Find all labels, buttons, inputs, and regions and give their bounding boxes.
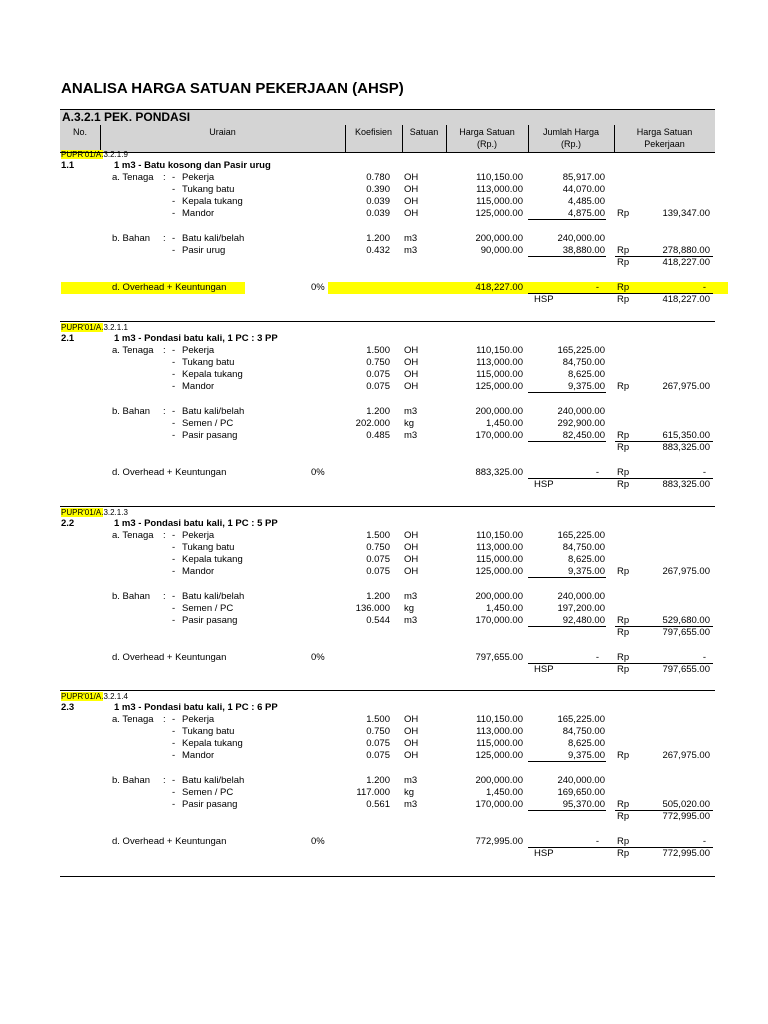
item-no: 1.1 — [61, 160, 75, 171]
bahan-item-name: Pasir pasang — [182, 615, 238, 626]
item-code-suffix: 3.2.1.9 — [103, 150, 128, 159]
block-separator — [60, 876, 715, 877]
item-code — [61, 323, 128, 333]
overhead-jumlah: - — [595, 467, 599, 478]
satuan-cell: OH — [404, 726, 419, 737]
bahan-item-name: Semen / PC — [182, 787, 234, 798]
dash-marker: - — [172, 233, 176, 244]
overhead-base: 883,325.00 — [475, 467, 523, 478]
tenaga-item-name: Mandor — [182, 381, 215, 392]
header-jumlah-harga: Jumlah Harga — [542, 127, 600, 137]
jumlah-harga-cell: 84,750.00 — [562, 726, 605, 737]
tenaga-item-name: Tukang batu — [182, 357, 235, 368]
overhead-total: - — [702, 652, 706, 663]
rp-label: Rp — [617, 652, 630, 663]
item-name: 1 m3 - Pondasi batu kali, 1 PC : 3 PP — [114, 333, 278, 344]
harga-satuan-cell: 125,000.00 — [475, 381, 523, 392]
rp-label: Rp — [617, 479, 630, 490]
satuan-cell: m3 — [404, 406, 418, 417]
koefisien-cell: 0.750 — [366, 726, 390, 737]
dash-marker: - — [172, 172, 176, 183]
koefisien-cell: 0.039 — [366, 196, 390, 207]
satuan-cell: OH — [404, 369, 419, 380]
harga-satuan-cell: 90,000.00 — [480, 245, 523, 256]
harga-satuan-cell: 110,150.00 — [476, 714, 523, 725]
tenaga-item-name: Kepala tukang — [182, 554, 243, 565]
tenaga-label: a. Tenaga — [112, 172, 154, 183]
koefisien-cell: 0.544 — [366, 615, 390, 626]
bahan-colon: : — [163, 406, 166, 417]
tenaga-item-name: Pekerja — [182, 714, 215, 725]
jumlah-underline — [528, 626, 606, 627]
dash-marker: - — [172, 184, 176, 195]
jumlah-harga-cell: 165,225.00 — [557, 714, 605, 725]
jumlah-harga-cell: 84,750.00 — [562, 357, 605, 368]
header-satuan: Satuan — [409, 127, 439, 137]
satuan-cell: OH — [404, 566, 419, 577]
harga-satuan-cell: 113,000.00 — [476, 542, 523, 553]
jumlah-harga-cell: 8,625.00 — [568, 369, 605, 380]
item-code-prefix: PUPR'01/A. — [61, 508, 104, 517]
harga-satuan-cell: 115,000.00 — [476, 554, 523, 565]
jumlah-harga-cell: 85,917.00 — [562, 172, 605, 183]
satuan-cell: OH — [404, 172, 419, 183]
dash-marker: - — [172, 418, 176, 429]
item-code-prefix: PUPR'01/A. — [61, 150, 104, 159]
harga-satuan-cell: 115,000.00 — [476, 369, 523, 380]
bahan-item-name: Pasir pasang — [182, 799, 238, 810]
rp-label: Rp — [617, 294, 630, 305]
rp-label: Rp — [617, 848, 630, 859]
jumlah-underline — [528, 761, 606, 762]
rp-label: Rp — [617, 615, 630, 626]
item-name: 1 m3 - Pondasi batu kali, 1 PC : 6 PP — [114, 702, 278, 713]
jumlah-harga-cell: 92,480.00 — [562, 615, 605, 626]
header-no: No. — [72, 127, 87, 137]
bahan-item-name: Batu kali/belah — [182, 233, 245, 244]
dash-marker: - — [172, 787, 176, 798]
bahan-total: 615,350.00 — [662, 430, 710, 441]
bahan-item-name: Batu kali/belah — [182, 406, 245, 417]
subtotal: 883,325.00 — [662, 442, 710, 453]
tenaga-colon: : — [163, 172, 166, 183]
rp-label: Rp — [617, 627, 630, 638]
rp-label: Rp — [617, 664, 630, 675]
koefisien-cell: 0.780 — [366, 172, 390, 183]
dash-marker: - — [172, 591, 176, 602]
tenaga-item-name: Mandor — [182, 208, 215, 219]
satuan-cell: m3 — [404, 775, 418, 786]
table-header — [60, 125, 715, 153]
rp-label: Rp — [617, 442, 630, 453]
dash-marker: - — [172, 775, 176, 786]
rp-label: Rp — [617, 799, 630, 810]
item-no: 2.2 — [61, 518, 75, 529]
item-code-suffix: 3.2.1.4 — [103, 692, 128, 701]
harga-satuan-cell: 115,000.00 — [476, 738, 523, 749]
koefisien-cell: 0.561 — [366, 799, 390, 810]
dash-marker: - — [172, 603, 176, 614]
header-jumlah-harga-unit: (Rp.) — [561, 139, 581, 149]
dash-marker: - — [172, 406, 176, 417]
header-bottom-rule — [60, 152, 715, 153]
satuan-cell: kg — [404, 603, 415, 614]
rp-label: Rp — [617, 257, 630, 268]
harga-satuan-cell: 170,000.00 — [475, 799, 523, 810]
header-harga-satuan-unit: (Rp.) — [477, 139, 497, 149]
koefisien-cell: 0.485 — [366, 430, 390, 441]
tenaga-total: 267,975.00 — [662, 381, 710, 392]
harga-satuan-cell: 200,000.00 — [475, 591, 523, 602]
harga-satuan-cell: 200,000.00 — [475, 775, 523, 786]
jumlah-harga-cell: 9,375.00 — [568, 381, 605, 392]
jumlah-harga-cell: 84,750.00 — [562, 542, 605, 553]
jumlah-harga-cell: 82,450.00 — [562, 430, 605, 441]
header-uraian: Uraian — [209, 127, 236, 137]
satuan-cell: OH — [404, 184, 419, 195]
harga-satuan-cell: 170,000.00 — [475, 615, 523, 626]
jumlah-underline — [528, 577, 606, 578]
overhead-label: d. Overhead + Keuntungan — [112, 836, 227, 847]
bahan-total: 505,020.00 — [662, 799, 710, 810]
dash-marker: - — [172, 542, 176, 553]
bahan-label: b. Bahan — [112, 233, 151, 244]
header-harga-satuan: Harga Satuan — [459, 127, 515, 137]
item-name: 1 m3 - Pondasi batu kali, 1 PC : 5 PP — [114, 518, 278, 529]
item-no: 2.3 — [61, 702, 75, 713]
hsp-label: HSP — [534, 294, 554, 305]
harga-satuan-cell: 113,000.00 — [476, 184, 523, 195]
tenaga-colon: : — [163, 714, 166, 725]
koefisien-cell: 0.750 — [366, 542, 390, 553]
tenaga-label: a. Tenaga — [112, 530, 154, 541]
satuan-cell: OH — [404, 381, 419, 392]
tenaga-item-name: Tukang batu — [182, 184, 235, 195]
tenaga-total: 267,975.00 — [662, 750, 710, 761]
harga-satuan-cell: 1,450.00 — [486, 603, 523, 614]
harga-satuan-cell: 115,000.00 — [476, 196, 523, 207]
overhead-base: 418,227.00 — [475, 282, 523, 293]
hsp-value: 797,655.00 — [662, 664, 710, 675]
hsp-label: HSP — [534, 848, 554, 859]
koefisien-cell: 1.500 — [366, 345, 390, 356]
jumlah-underline — [528, 441, 606, 442]
overhead-jumlah: - — [595, 836, 599, 847]
harga-satuan-cell: 200,000.00 — [475, 406, 523, 417]
subtotal: 772,995.00 — [662, 811, 710, 822]
overhead-label: d. Overhead + Keuntungan — [112, 282, 227, 293]
item-code — [61, 692, 128, 702]
block-separator — [60, 506, 715, 507]
item-code-suffix: 3.2.1.3 — [103, 508, 128, 517]
tenaga-item-name: Pekerja — [182, 172, 215, 183]
harga-satuan-cell: 125,000.00 — [475, 566, 523, 577]
jumlah-underline — [528, 810, 606, 811]
overhead-total: - — [702, 467, 706, 478]
koefisien-cell: 0.075 — [366, 381, 390, 392]
item-name: 1 m3 - Batu kosong dan Pasir urug — [114, 160, 271, 171]
dash-marker: - — [172, 738, 176, 749]
item-code-prefix: PUPR'01/A. — [61, 692, 104, 701]
rp-label: Rp — [617, 208, 630, 219]
jumlah-harga-cell: 4,485.00 — [568, 196, 605, 207]
koefisien-cell: 1.500 — [366, 530, 390, 541]
koefisien-cell: 136.000 — [355, 603, 390, 614]
harga-satuan-cell: 200,000.00 — [475, 233, 523, 244]
bahan-colon: : — [163, 775, 166, 786]
jumlah-harga-cell: 197,200.00 — [557, 603, 605, 614]
tenaga-item-name: Mandor — [182, 750, 215, 761]
bahan-total: 278,880.00 — [662, 245, 710, 256]
satuan-cell: kg — [404, 787, 415, 798]
satuan-cell: OH — [404, 714, 419, 725]
jumlah-harga-cell: 38,880.00 — [562, 245, 605, 256]
header-pekerjaan: Pekerjaan — [644, 139, 685, 149]
overhead-base: 797,655.00 — [475, 652, 523, 663]
overhead-total: - — [702, 282, 706, 293]
harga-satuan-cell: 110,150.00 — [476, 530, 523, 541]
dash-marker: - — [172, 369, 176, 380]
overhead-percent: 0% — [311, 836, 325, 847]
koefisien-cell: 1.500 — [366, 714, 390, 725]
satuan-cell: OH — [404, 196, 419, 207]
jumlah-harga-cell: 240,000.00 — [557, 233, 605, 244]
satuan-cell: m3 — [404, 615, 418, 626]
dash-marker: - — [172, 357, 176, 368]
tenaga-total: 267,975.00 — [662, 566, 710, 577]
item-no: 2.1 — [61, 333, 75, 344]
satuan-cell: m3 — [404, 799, 418, 810]
satuan-cell: m3 — [404, 245, 418, 256]
bahan-label: b. Bahan — [112, 591, 151, 602]
dash-marker: - — [172, 381, 176, 392]
satuan-cell: OH — [404, 530, 419, 541]
header-harga-satuan-pekerjaan: Harga Satuan — [636, 127, 693, 137]
rp-label: Rp — [617, 245, 630, 256]
overhead-label: d. Overhead + Keuntungan — [112, 652, 227, 663]
tenaga-item-name: Tukang batu — [182, 726, 235, 737]
koefisien-cell: 1.200 — [366, 775, 390, 786]
jumlah-harga-cell: 4,875.00 — [568, 208, 605, 219]
satuan-cell: OH — [404, 554, 419, 565]
satuan-cell: OH — [404, 738, 419, 749]
dash-marker: - — [172, 208, 176, 219]
koefisien-cell: 0.075 — [366, 369, 390, 380]
jumlah-underline — [528, 392, 606, 393]
hsp-value: 772,995.00 — [662, 848, 710, 859]
harga-satuan-cell: 125,000.00 — [475, 208, 523, 219]
tenaga-total: 139,347.00 — [662, 208, 710, 219]
bahan-item-name: Pasir pasang — [182, 430, 238, 441]
koefisien-cell: 117.000 — [356, 787, 390, 798]
page-title: ANALISA HARGA SATUAN PEKERJAAN (AHSP) — [61, 80, 404, 97]
koefisien-cell: 0.750 — [366, 357, 390, 368]
subtotal: 797,655.00 — [662, 627, 710, 638]
satuan-cell: kg — [404, 418, 415, 429]
koefisien-cell: 0.390 — [366, 184, 390, 195]
koefisien-cell: 0.039 — [366, 208, 390, 219]
harga-satuan-cell: 170,000.00 — [475, 430, 523, 441]
bahan-colon: : — [163, 591, 166, 602]
harga-satuan-cell: 113,000.00 — [476, 357, 523, 368]
bahan-item-name: Semen / PC — [182, 418, 234, 429]
dash-marker: - — [172, 554, 176, 565]
jumlah-harga-cell: 44,070.00 — [562, 184, 605, 195]
satuan-cell: m3 — [404, 591, 418, 602]
overhead-jumlah: - — [595, 282, 599, 293]
rp-label: Rp — [617, 836, 630, 847]
bahan-label: b. Bahan — [112, 775, 151, 786]
rp-label: Rp — [617, 430, 630, 441]
tenaga-item-name: Pekerja — [182, 530, 215, 541]
dash-marker: - — [172, 196, 176, 207]
satuan-cell: OH — [404, 750, 419, 761]
hsp-label: HSP — [534, 664, 554, 675]
jumlah-harga-cell: 292,900.00 — [557, 418, 605, 429]
jumlah-harga-cell: 169,650.00 — [557, 787, 605, 798]
bahan-colon: : — [163, 233, 166, 244]
rp-label: Rp — [617, 467, 630, 478]
bahan-item-name: Semen / PC — [182, 603, 234, 614]
section-header — [60, 109, 715, 126]
tenaga-item-name: Kepala tukang — [182, 369, 243, 380]
dash-marker: - — [172, 714, 176, 725]
jumlah-harga-cell: 240,000.00 — [557, 406, 605, 417]
koefisien-cell: 0.075 — [366, 566, 390, 577]
hsp-value: 418,227.00 — [662, 294, 710, 305]
jumlah-harga-cell: 8,625.00 — [568, 738, 605, 749]
subtotal: 418,227.00 — [662, 257, 710, 268]
tenaga-colon: : — [163, 530, 166, 541]
tenaga-item-name: Pekerja — [182, 345, 215, 356]
tenaga-item-name: Kepala tukang — [182, 738, 243, 749]
dash-marker: - — [172, 726, 176, 737]
harga-satuan-cell: 110,150.00 — [476, 345, 523, 356]
jumlah-harga-cell: 8,625.00 — [568, 554, 605, 565]
rp-label: Rp — [617, 282, 630, 293]
harga-satuan-cell: 113,000.00 — [476, 726, 523, 737]
satuan-cell: OH — [404, 357, 419, 368]
koefisien-cell: 0.075 — [366, 554, 390, 565]
tenaga-label: a. Tenaga — [112, 345, 154, 356]
harga-satuan-cell: 125,000.00 — [475, 750, 523, 761]
overhead-total: - — [702, 836, 706, 847]
bahan-total: 529,680.00 — [662, 615, 710, 626]
dash-marker: - — [172, 430, 176, 441]
dash-marker: - — [172, 530, 176, 541]
tenaga-item-name: Kepala tukang — [182, 196, 243, 207]
dash-marker: - — [172, 799, 176, 810]
koefisien-cell: 1.200 — [366, 233, 390, 244]
jumlah-harga-cell: 240,000.00 — [557, 591, 605, 602]
koefisien-cell: 0.075 — [366, 738, 390, 749]
harga-satuan-cell: 1,450.00 — [486, 418, 523, 429]
overhead-percent: 0% — [311, 467, 325, 478]
overhead-percent: 0% — [311, 652, 325, 663]
jumlah-harga-cell: 240,000.00 — [557, 775, 605, 786]
hsp-value: 883,325.00 — [662, 479, 710, 490]
satuan-cell: OH — [404, 345, 419, 356]
rp-label: Rp — [617, 381, 630, 392]
harga-satuan-cell: 1,450.00 — [486, 787, 523, 798]
satuan-cell: m3 — [404, 233, 418, 244]
koefisien-cell: 1.200 — [366, 406, 390, 417]
tenaga-label: a. Tenaga — [112, 714, 154, 725]
item-code-prefix: PUPR'01/A. — [61, 323, 104, 332]
jumlah-harga-cell: 9,375.00 — [568, 750, 605, 761]
tenaga-colon: : — [163, 345, 166, 356]
dash-marker: - — [172, 245, 176, 256]
dash-marker: - — [172, 750, 176, 761]
tenaga-item-name: Mandor — [182, 566, 215, 577]
bahan-item-name: Batu kali/belah — [182, 775, 245, 786]
koefisien-cell: 202.000 — [355, 418, 390, 429]
bahan-item-name: Pasir urug — [182, 245, 226, 256]
block-separator — [60, 690, 715, 691]
jumlah-underline — [528, 256, 606, 257]
overhead-jumlah: - — [595, 652, 599, 663]
rp-label: Rp — [617, 566, 630, 577]
item-code — [61, 508, 128, 518]
dash-marker: - — [172, 345, 176, 356]
satuan-cell: OH — [404, 208, 419, 219]
overhead-base: 772,995.00 — [475, 836, 523, 847]
block-separator — [60, 321, 715, 322]
overhead-percent: 0% — [311, 282, 325, 293]
jumlah-harga-cell: 9,375.00 — [568, 566, 605, 577]
tenaga-item-name: Tukang batu — [182, 542, 235, 553]
dash-marker: - — [172, 615, 176, 626]
satuan-cell: m3 — [404, 430, 418, 441]
header-koefisien: Koefisien — [354, 127, 393, 137]
section-title: A.3.2.1 PEK. PONDASI — [62, 110, 191, 124]
jumlah-underline — [528, 219, 606, 220]
harga-satuan-cell: 110,150.00 — [476, 172, 523, 183]
dash-marker: - — [172, 566, 176, 577]
koefisien-cell: 0.075 — [366, 750, 390, 761]
jumlah-harga-cell: 95,370.00 — [562, 799, 605, 810]
jumlah-harga-cell: 165,225.00 — [557, 345, 605, 356]
bahan-item-name: Batu kali/belah — [182, 591, 245, 602]
rp-label: Rp — [617, 750, 630, 761]
koefisien-cell: 1.200 — [366, 591, 390, 602]
bahan-label: b. Bahan — [112, 406, 151, 417]
rp-label: Rp — [617, 811, 630, 822]
satuan-cell: OH — [404, 542, 419, 553]
hsp-label: HSP — [534, 479, 554, 490]
overhead-label: d. Overhead + Keuntungan — [112, 467, 227, 478]
item-code-suffix: 3.2.1.1 — [103, 323, 128, 332]
koefisien-cell: 0.432 — [366, 245, 390, 256]
jumlah-harga-cell: 165,225.00 — [557, 530, 605, 541]
